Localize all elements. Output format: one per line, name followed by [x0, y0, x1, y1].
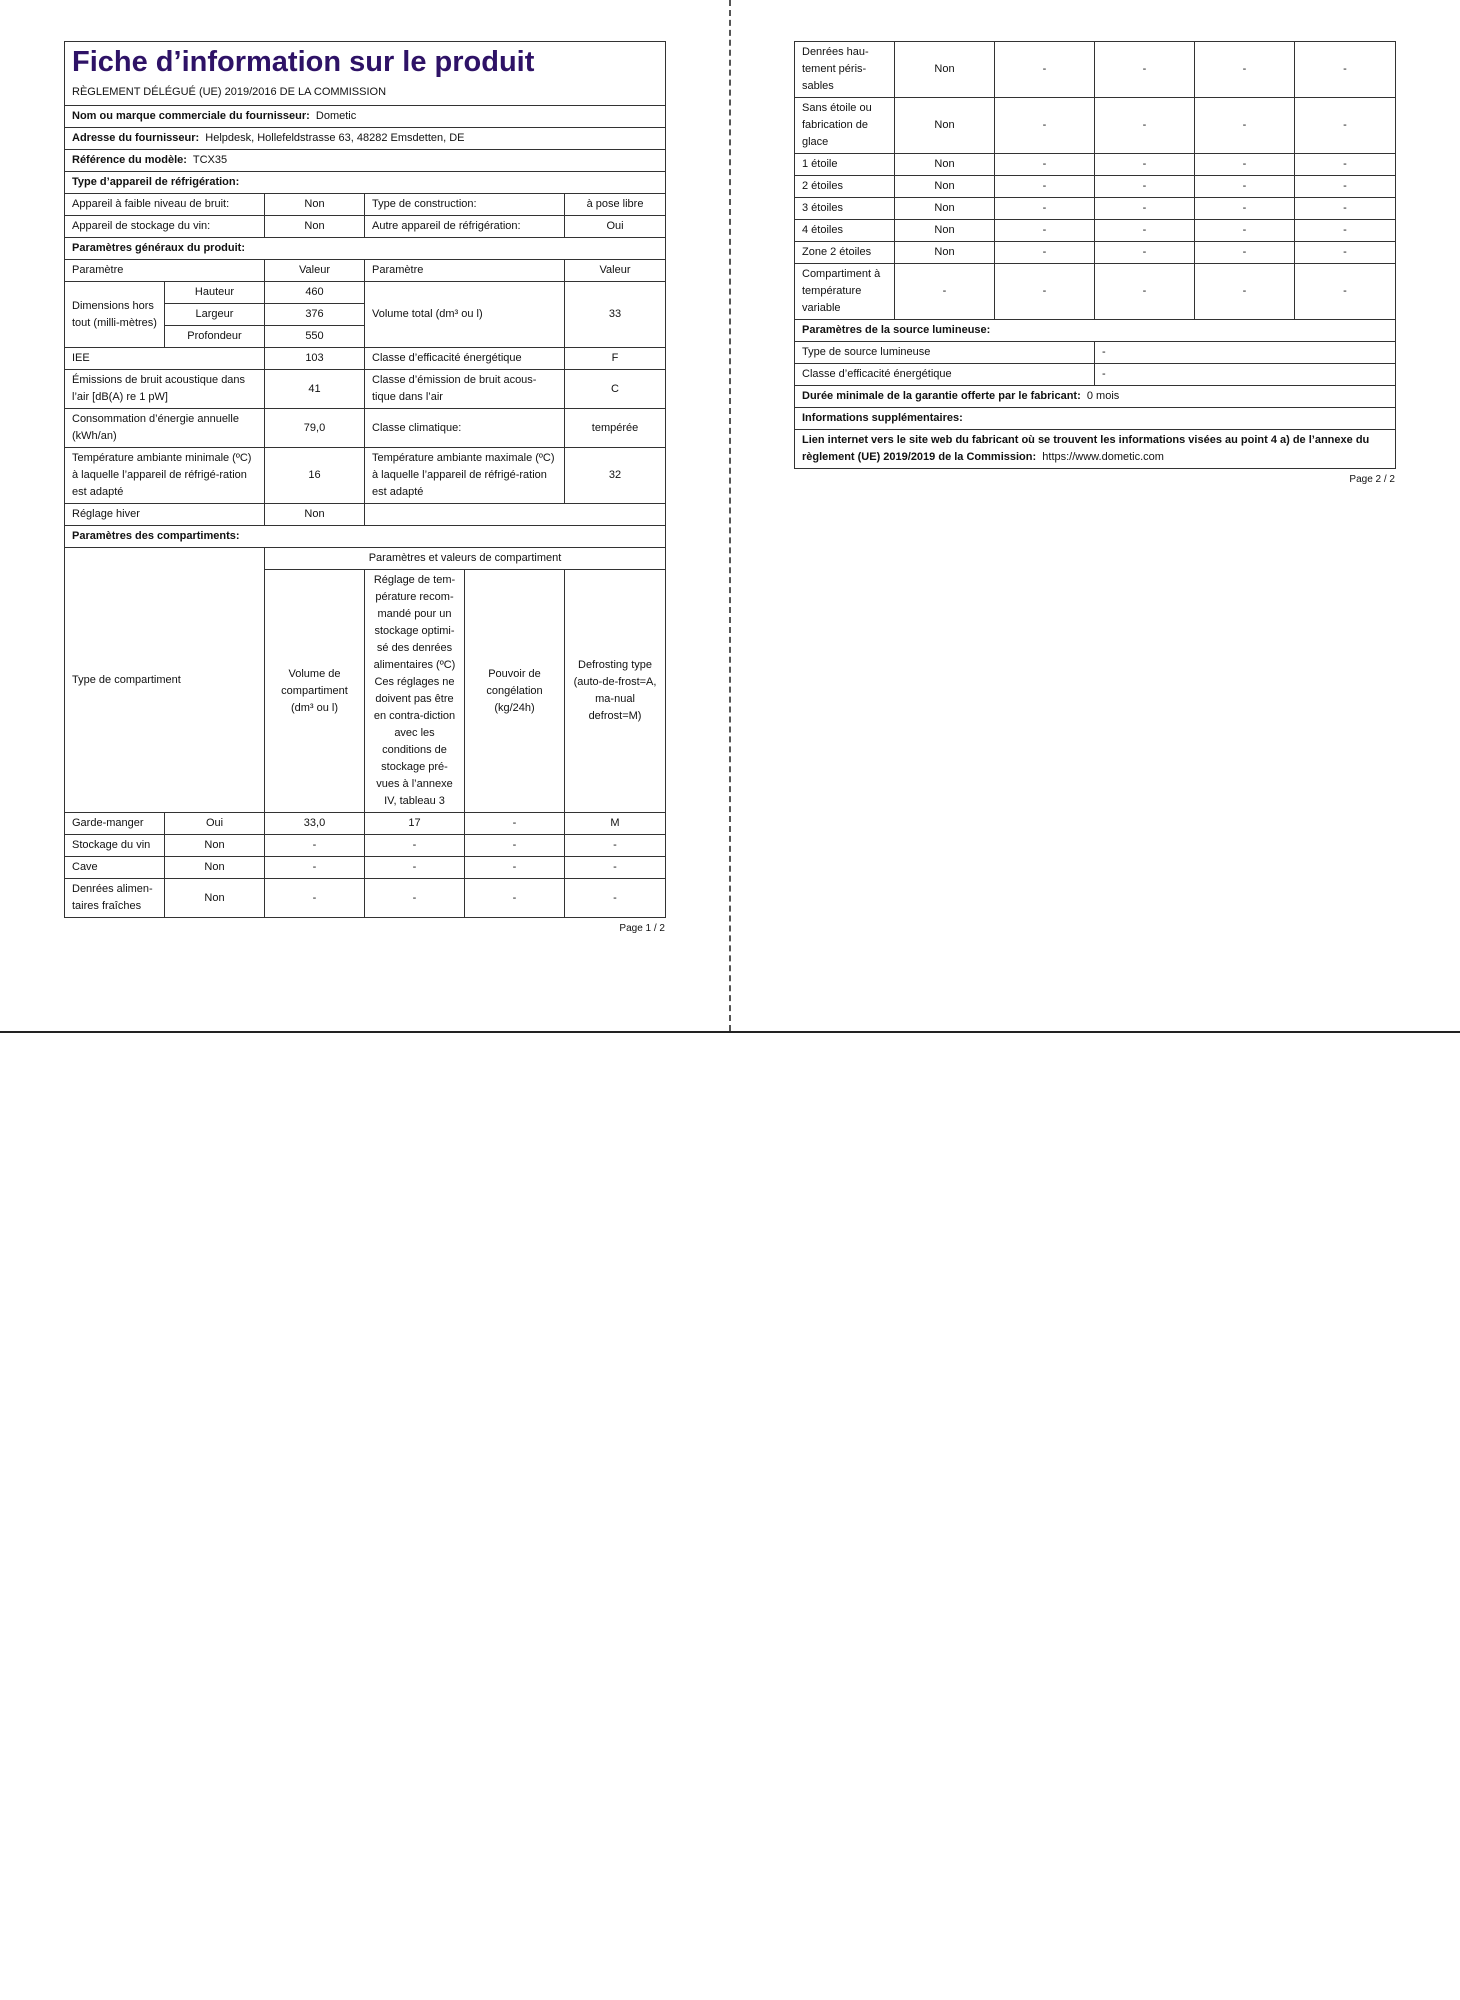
compartment-name: Denrées alimen-taires fraîches — [65, 879, 165, 918]
compartment-present: - — [895, 264, 995, 320]
table-row — [65, 813, 666, 835]
min-temp-value: 16 — [265, 448, 365, 504]
table-row — [795, 154, 1396, 176]
col-defrost-header: Defrosting type (auto-de-frost=A, ma-nual defrost=M) — [565, 570, 666, 813]
supplier-address: Helpdesk, Hollefeldstrasse 63, 48282 Emsdetten, DE — [205, 132, 465, 144]
consumption-label: Consommation d’énergie annuelle (kWh/an) — [65, 409, 265, 448]
compartment-freeze: - — [1195, 176, 1295, 198]
compartment-present: Non — [895, 242, 995, 264]
compartment-volume: - — [265, 857, 365, 879]
table-row — [795, 264, 1396, 320]
table-row — [795, 42, 1396, 98]
wine-appliance-value: Non — [265, 216, 365, 238]
compartment-freeze: - — [1195, 98, 1295, 154]
warranty-label: Durée minimale de la garantie offerte par le fabricant: — [802, 390, 1081, 402]
energy-class-value: F — [565, 348, 666, 370]
winter-value: Non — [265, 504, 365, 526]
table-row — [795, 198, 1396, 220]
compartment-freeze: - — [1195, 220, 1295, 242]
compartment-freeze: - — [465, 835, 565, 857]
compartment-defrost: - — [1295, 176, 1396, 198]
compartment-name: Stockage du vin — [65, 835, 165, 857]
supplier-address-row — [65, 128, 666, 150]
value-header-left: Valeur — [265, 260, 365, 282]
width-value: 376 — [265, 304, 365, 326]
construction-label: Type de construction: — [365, 194, 565, 216]
empty-cell — [365, 504, 666, 526]
compartment-temp: - — [365, 857, 465, 879]
compartment-temp: - — [1095, 220, 1195, 242]
col-freeze-header: Pouvoir de congélation (kg/24h) — [465, 570, 565, 813]
compartment-defrost: - — [1295, 198, 1396, 220]
dimensions-label: Dimensions hors tout (milli-mètres) — [65, 282, 165, 348]
construction-value: à pose libre — [565, 194, 666, 216]
extra-info-heading: Informations supplémentaires: — [795, 408, 1396, 430]
table-row — [65, 879, 666, 918]
compartment-params-header: Paramètres et valeurs de compartiment — [265, 548, 666, 570]
compartment-temp: - — [1095, 242, 1195, 264]
warranty-value: 0 mois — [1086, 390, 1120, 402]
compartment-name: Compartiment à température variable — [795, 264, 895, 320]
compartment-temp: - — [365, 879, 465, 918]
table-row — [795, 98, 1396, 154]
low-noise-label: Appareil à faible niveau de bruit: — [65, 194, 265, 216]
compartment-temp: - — [1095, 154, 1195, 176]
compartment-defrost: - — [1295, 220, 1396, 242]
compartment-volume: - — [995, 154, 1095, 176]
compartments-heading: Paramètres des compartiments: — [65, 526, 666, 548]
compartment-temp: - — [1095, 264, 1195, 320]
compartment-defrost: - — [565, 857, 666, 879]
compartment-name: Sans étoile ou fabrication de glace — [795, 98, 895, 154]
climate-value: tempérée — [565, 409, 666, 448]
compartment-freeze: - — [1195, 154, 1295, 176]
compartment-temp: 17 — [365, 813, 465, 835]
col-volume-header: Volume de compartiment (dm³ ou l) — [265, 570, 365, 813]
compartment-temp: - — [1095, 198, 1195, 220]
compartment-defrost: - — [1295, 42, 1396, 98]
compartment-name: 4 étoiles — [795, 220, 895, 242]
table-row — [65, 835, 666, 857]
width-label: Largeur — [165, 304, 265, 326]
compartment-volume: - — [995, 98, 1095, 154]
compartment-freeze: - — [1195, 264, 1295, 320]
light-type-label: Type de source lumineuse — [795, 342, 1095, 364]
manufacturer-link[interactable]: https://www.dometic.com — [1042, 451, 1164, 463]
compartment-present: Non — [165, 835, 265, 857]
compartments-continued-table — [794, 41, 1396, 469]
compartment-defrost: - — [1295, 264, 1396, 320]
supplier-name: Dometic — [315, 110, 357, 122]
compartment-present: Non — [165, 857, 265, 879]
wine-appliance-label: Appareil de stockage du vin: — [65, 216, 265, 238]
compartment-volume: - — [995, 176, 1095, 198]
other-appliance-value: Oui — [565, 216, 666, 238]
depth-value: 550 — [265, 326, 365, 348]
compartment-name: 3 étoiles — [795, 198, 895, 220]
compartment-freeze: - — [465, 879, 565, 918]
total-volume-value: 33 — [565, 282, 666, 348]
compartment-name: Cave — [65, 857, 165, 879]
param-header-left: Paramètre — [65, 260, 265, 282]
compartment-volume: - — [995, 42, 1095, 98]
min-temp-label: Température ambiante minimale (ºC) à laquelle l’appareil de réfrigé-ration est adapté — [65, 448, 265, 504]
eei-value: 103 — [265, 348, 365, 370]
compartment-volume: - — [995, 242, 1095, 264]
compartment-name: Garde-manger — [65, 813, 165, 835]
page-2 — [794, 41, 1395, 485]
compartment-temp: - — [1095, 98, 1195, 154]
page-number-2: Page 2 / 2 — [1349, 474, 1395, 485]
compartment-type-label: Type de compartiment — [65, 548, 265, 813]
compartment-present: Non — [165, 879, 265, 918]
max-temp-label: Température ambiante maximale (ºC) à laquelle l’appareil de réfrigé-ration est adapté — [365, 448, 565, 504]
compartment-present: Non — [895, 154, 995, 176]
page-number-1: Page 1 / 2 — [619, 923, 665, 934]
noise-label: Émissions de bruit acoustique dans l’air [dB(A) re 1 pW] — [65, 370, 265, 409]
energy-class-label: Classe d’efficacité énergétique — [365, 348, 565, 370]
page-title: Fiche d’information sur le produit — [72, 46, 535, 78]
noise-class-value: C — [565, 370, 666, 409]
link-label: Lien internet vers le site web du fabricant où se trouvent les informations visées au point 4 a) de l’annexe du règlement (UE) 2019/2019 de la Commission: — [802, 434, 1370, 463]
light-type-value: - — [1095, 342, 1396, 364]
compartment-name: Denrées hau-tement péris-sables — [795, 42, 895, 98]
compartment-present: Non — [895, 42, 995, 98]
max-temp-value: 32 — [565, 448, 666, 504]
winter-label: Réglage hiver — [65, 504, 265, 526]
consumption-value: 79,0 — [265, 409, 365, 448]
height-label: Hauteur — [165, 282, 265, 304]
compartment-volume: - — [265, 879, 365, 918]
link-row — [795, 430, 1396, 469]
compartment-freeze: - — [465, 857, 565, 879]
compartment-present: Non — [895, 198, 995, 220]
noise-class-label: Classe d’émission de bruit acous-tique dans l’air — [365, 370, 565, 409]
compartment-name: Zone 2 étoiles — [795, 242, 895, 264]
compartment-freeze: - — [1195, 42, 1295, 98]
compartment-freeze: - — [1195, 198, 1295, 220]
compartment-present: Non — [895, 220, 995, 242]
compartment-defrost: - — [565, 879, 666, 918]
model-reference: TCX35 — [192, 154, 228, 166]
light-class-value: - — [1095, 364, 1396, 386]
title-cell — [65, 42, 666, 106]
compartment-name: 2 étoiles — [795, 176, 895, 198]
compartment-defrost: - — [1295, 98, 1396, 154]
compartment-volume: - — [265, 835, 365, 857]
depth-label: Profondeur — [165, 326, 265, 348]
compartment-present: Non — [895, 176, 995, 198]
compartment-defrost: M — [565, 813, 666, 835]
light-class-label: Classe d’efficacité énergétique — [795, 364, 1095, 386]
total-volume-label: Volume total (dm³ ou l) — [365, 282, 565, 348]
compartment-temp: - — [1095, 176, 1195, 198]
height-value: 460 — [265, 282, 365, 304]
eei-label: IEE — [65, 348, 265, 370]
warranty-row — [795, 386, 1396, 408]
table-row — [795, 242, 1396, 264]
compartment-volume: - — [995, 264, 1095, 320]
param-header-right: Paramètre — [365, 260, 565, 282]
compartment-freeze: - — [1195, 242, 1295, 264]
general-params-heading: Paramètres généraux du produit: — [65, 238, 666, 260]
col-temp-header: Réglage de tem-pérature recom-mandé pour un stockage optimi-sé des denrées alimentaires (ºC) Ces réglages ne doivent pas être en contra-diction avec les conditions de stockage pré-vues à l’annexe IV, tableau 3 — [365, 570, 465, 813]
low-noise-value: Non — [265, 194, 365, 216]
compartment-temp: - — [1095, 42, 1195, 98]
climate-label: Classe climatique: — [365, 409, 565, 448]
supplier-address-label: Adresse du fournisseur: — [72, 132, 200, 144]
page-1 — [64, 41, 665, 934]
light-source-heading: Paramètres de la source lumineuse: — [795, 320, 1396, 342]
page-divider — [729, 0, 731, 1031]
compartment-defrost: - — [1295, 242, 1396, 264]
compartment-volume: - — [995, 198, 1095, 220]
noise-value: 41 — [265, 370, 365, 409]
compartment-defrost: - — [1295, 154, 1396, 176]
table-row — [65, 857, 666, 879]
compartment-volume: - — [995, 220, 1095, 242]
compartment-temp: - — [365, 835, 465, 857]
compartment-defrost: - — [565, 835, 666, 857]
supplier-name-row — [65, 106, 666, 128]
compartment-freeze: - — [465, 813, 565, 835]
regulation-subtitle: RÈGLEMENT DÉLÉGUÉ (UE) 2019/2016 DE LA COMMISSION — [72, 86, 387, 98]
compartment-present: Oui — [165, 813, 265, 835]
value-header-right: Valeur — [565, 260, 666, 282]
model-row — [65, 150, 666, 172]
table-row — [795, 220, 1396, 242]
compartment-name: 1 étoile — [795, 154, 895, 176]
supplier-name-label: Nom ou marque commerciale du fournisseur: — [72, 110, 310, 122]
compartment-volume: 33,0 — [265, 813, 365, 835]
other-appliance-label: Autre appareil de réfrigération: — [365, 216, 565, 238]
product-info-table — [64, 41, 666, 918]
compartment-present: Non — [895, 98, 995, 154]
appliance-type-heading: Type d’appareil de réfrigération: — [65, 172, 666, 194]
model-label: Référence du modèle: — [72, 154, 187, 166]
table-row — [795, 176, 1396, 198]
